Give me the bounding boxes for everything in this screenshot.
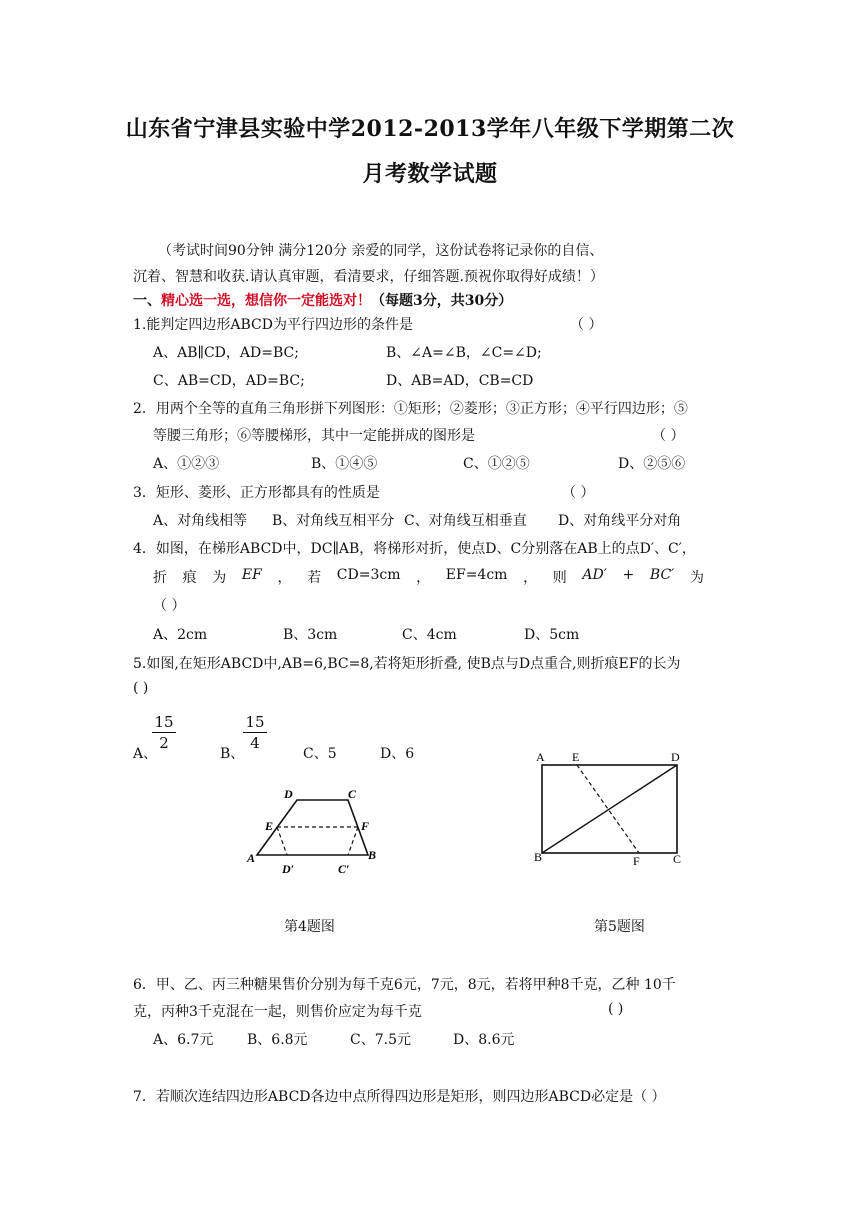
q6-stem-line1: 6．甲、乙、丙三种糖果售价分别为每千克6元，7元，8元，若将甲种8千克，乙种 10千: [133, 977, 676, 993]
q4-word: EF=4cm: [445, 567, 508, 583]
label-c: C: [673, 852, 682, 866]
label-e: E: [265, 819, 274, 833]
section-header: [133, 290, 512, 310]
q1-option-b: B、∠A=∠B，∠C=∠D;: [386, 345, 542, 361]
q4-word: 痕: [182, 570, 197, 586]
q5-stem: 5.如图,在矩形ABCD中,AB=6,BC=8,若将矩形折叠, 使B点与D点重合,则折痕EF的长为: [133, 656, 681, 672]
intro-line1: （考试时间90分钟 满分120分 亲爱的同学，这份试卷将记录你的自信、: [158, 243, 604, 259]
figure4-caption: 第4题图: [284, 919, 335, 935]
label-b: B: [534, 850, 543, 864]
intro-line2: 沉着、智慧和收获.请认真审题，看清要求，仔细答题.预祝你取得好成绩！）: [133, 269, 604, 285]
figure4-trapezoid: [240, 780, 390, 880]
q3-option-b: B、对角线互相平分: [272, 513, 395, 529]
label-d: D: [671, 750, 680, 764]
q5-option-c: C、5: [303, 746, 337, 762]
q4-stem-line1: 4．如图，在梯形ABCD中，DC∥AB，将梯形对折，使点D、C分别落在AB上的点D′、C′，: [133, 541, 696, 557]
label-b: B: [368, 848, 377, 862]
q4-word: ，: [416, 570, 431, 586]
q1-answer-blank: （ ）: [570, 317, 603, 333]
q4-option-d: D、5cm: [524, 627, 580, 643]
q3-option-a: A、对角线相等: [153, 513, 248, 529]
page-title-line1: 山东省宁津县实验中学2012-2013学年八年级下学期第二次: [125, 116, 735, 142]
q1-stem: 1.能判定四边形ABCD为平行四边形的条件是: [133, 317, 413, 333]
q4-word: CD=3cm: [336, 567, 401, 583]
q4-word: 折: [153, 570, 167, 586]
label-c-prime: C′: [338, 862, 350, 876]
label-d: D: [284, 787, 293, 801]
q4-option-b: B、3cm: [283, 627, 338, 643]
q7-stem: 7．若顺次连结四边形ABCD各边中点所得四边形是矩形，则四边形ABCD必定是（ ）: [133, 1089, 666, 1105]
label-a: A: [536, 750, 545, 764]
q5-option-a-label: A、: [133, 746, 158, 762]
section-title: 精心选一选，想信你一定能选对！: [161, 293, 371, 309]
section-prefix: 一、: [133, 293, 161, 309]
q6-stem-line2: 克，丙种3千克混在一起，则售价应定为每千克: [133, 1004, 422, 1020]
q4-answer-blank: （ ）: [153, 598, 186, 614]
figure5-rectangle: [525, 745, 700, 875]
q3-stem: 3．矩形、菱形、正方形都具有的性质是: [133, 485, 380, 501]
label-d-prime: D′: [282, 862, 295, 876]
q3-option-c: C、对角线互相垂直: [404, 513, 527, 529]
fraction-numerator: 15: [245, 713, 265, 731]
q4-word: 为: [212, 570, 227, 586]
label-f: F: [633, 854, 640, 868]
q5-option-d: D、6: [380, 746, 415, 762]
q1-option-c: C、AB=CD，AD=BC;: [153, 373, 305, 389]
q3-option-d: D、对角线平分对角: [558, 513, 682, 529]
q6-option-d: D、8.6元: [453, 1032, 515, 1048]
q2-option-b: B、①④⑤: [311, 456, 378, 472]
fold-segment-fc: [348, 827, 358, 855]
q4-word: +: [622, 567, 635, 583]
q5-answer-blank: ( ): [133, 680, 149, 696]
q2-stem-line2: 等腰三角形；⑥等腰梯形，其中一定能拼成的图形是: [153, 428, 475, 444]
q2-option-a: A、①②③: [153, 456, 220, 472]
fraction-bar: [243, 732, 267, 733]
fold-segment-ed: [277, 827, 287, 855]
label-f: F: [361, 819, 370, 833]
q6-option-b: B、6.8元: [247, 1032, 308, 1048]
diagonal-bd: [542, 765, 677, 853]
q2-option-d: D、②⑤⑥: [618, 456, 686, 472]
q4-option-c: C、4cm: [402, 627, 457, 643]
q5-option-b-fraction: [243, 713, 267, 752]
q6-answer-blank: ( ): [608, 1001, 624, 1017]
q4-word: BC′: [649, 567, 675, 583]
q4-word: EF: [241, 567, 262, 583]
q4-word: 为: [690, 570, 704, 586]
label-a: A: [247, 851, 256, 865]
q6-option-a: A、6.7元: [153, 1032, 214, 1048]
fraction-numerator: 15: [154, 713, 174, 731]
q4-word: AD′: [582, 567, 607, 583]
page-title-line2: 月考数学试题: [362, 161, 498, 187]
q6-option-c: C、7.5元: [350, 1032, 411, 1048]
figure5-caption: 第5题图: [594, 919, 645, 935]
q4-word: ，: [277, 570, 292, 586]
q4-word: 若: [307, 570, 322, 586]
q4-word: ，: [523, 570, 538, 586]
q3-answer-blank: （ ）: [562, 485, 595, 501]
fraction-denominator: 4: [250, 734, 260, 752]
label-e: E: [572, 750, 580, 764]
q1-option-d: D、AB=AD，CB=CD: [386, 373, 534, 389]
q4-option-a: A、2cm: [153, 627, 208, 643]
fraction-denominator: 2: [159, 734, 169, 752]
q1-option-a: A、AB∥CD，AD=BC;: [153, 345, 299, 361]
fraction-bar: [152, 732, 176, 733]
q2-answer-blank: （ ）: [652, 428, 685, 444]
q5-option-a-fraction: [152, 713, 176, 752]
q4-stem-line2: [153, 567, 704, 587]
fold-line-ef: [577, 765, 639, 853]
section-score: （每题3分，共30分）: [371, 293, 513, 309]
q2-option-c: C、①②⑤: [463, 456, 530, 472]
q2-stem-line1: 2．用两个全等的直角三角形拼下列图形：①矩形；②菱形；③正方形；④平行四边形；⑤: [133, 401, 688, 417]
label-c: C: [348, 787, 357, 801]
q4-word: 则: [552, 570, 567, 586]
q5-option-b-label: B、: [220, 746, 245, 762]
